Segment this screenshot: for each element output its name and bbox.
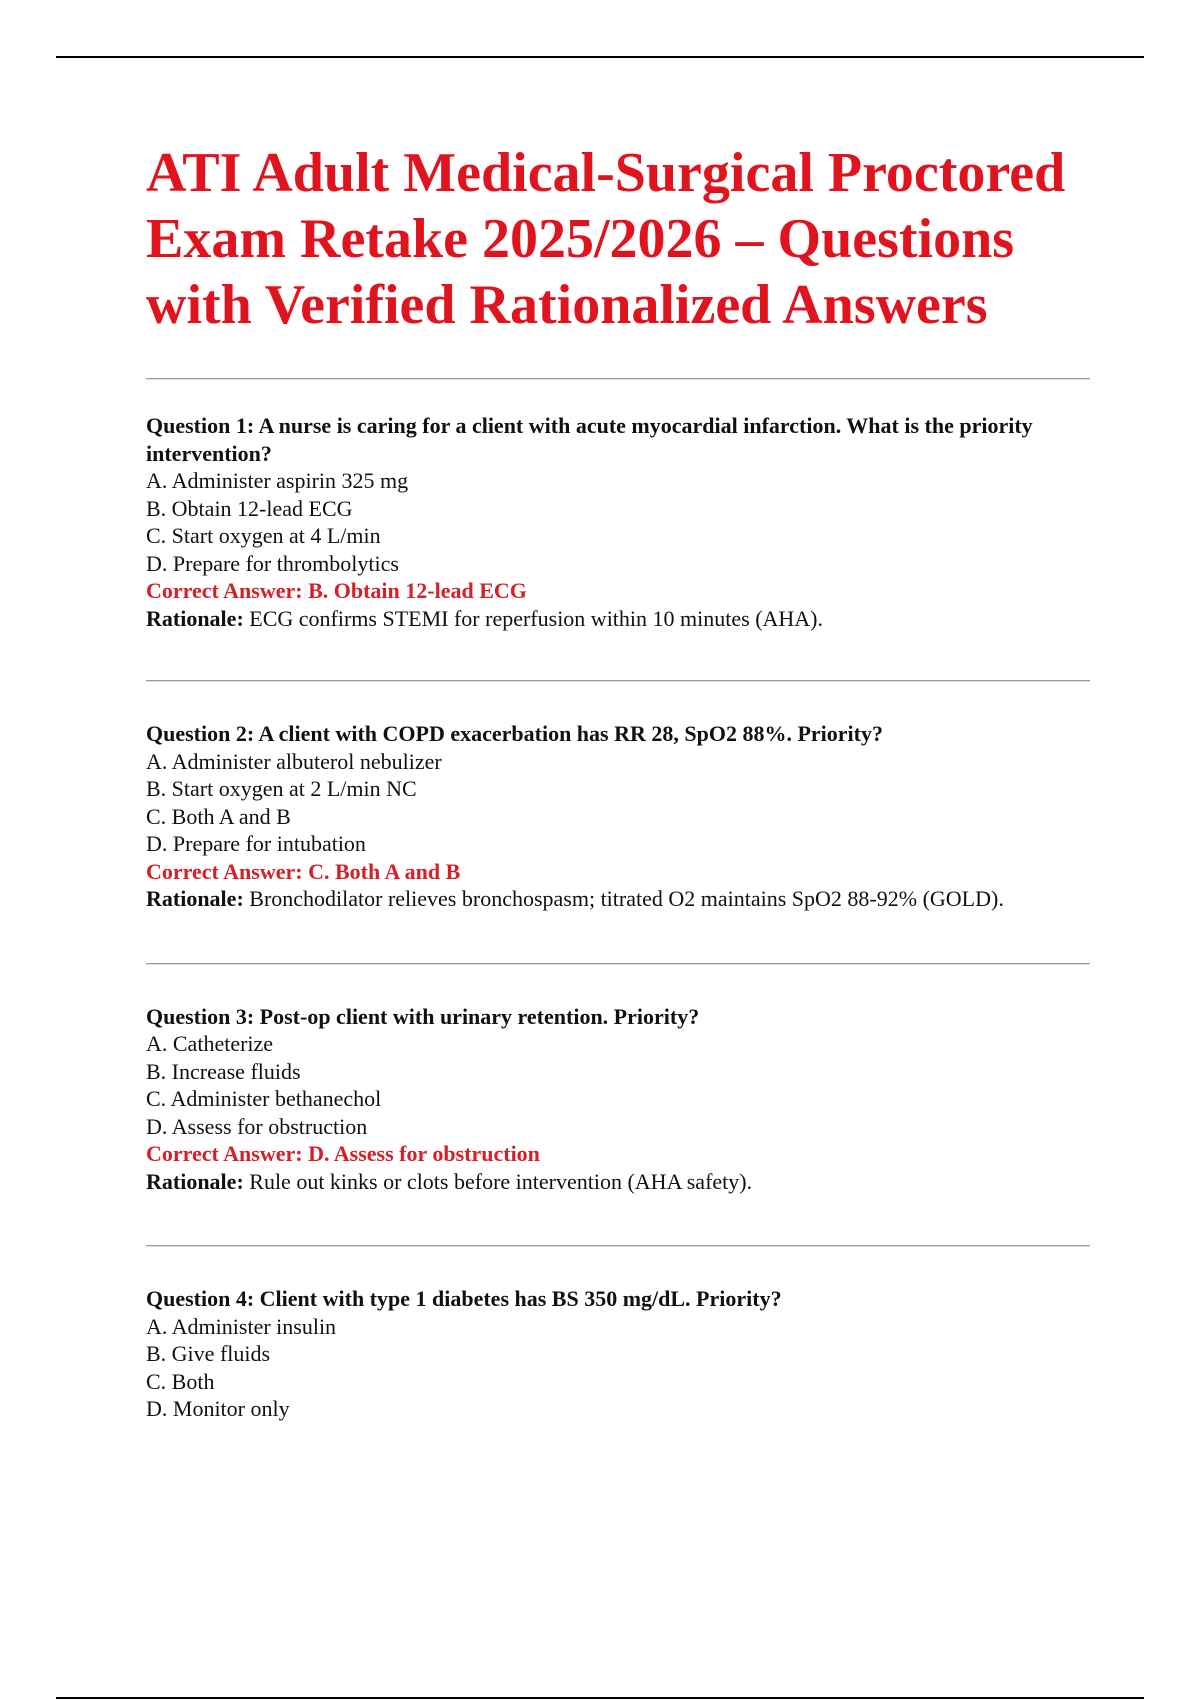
option-a: A. Administer albuterol nebulizer — [146, 748, 442, 774]
rationale-text: Bronchodilator relieves bronchospasm; titrated O2 maintains SpO2 88-92% (GOLD). — [249, 886, 1004, 911]
option-c: C. Start oxygen at 4 L/min — [146, 523, 381, 548]
option-d: D. Assess for obstruction — [146, 1113, 368, 1139]
option-b: B. Obtain 12-lead ECG — [146, 495, 353, 521]
option-d: D. Prepare for thrombolytics — [146, 550, 399, 576]
rationale-label: Rationale: — [146, 1168, 244, 1194]
question-4 — [146, 1247, 1090, 1473]
question-text: Question 1: A nurse is caring for a client with acute myocardial infarction. What is the priority intervention? — [146, 413, 1033, 466]
option-a: A. Administer insulin — [146, 1313, 337, 1339]
question-text: Question 3: Post-op client with urinary retention. Priority? — [146, 1003, 700, 1029]
rationale — [146, 605, 1090, 633]
document-body — [146, 140, 1090, 1473]
correct-answer: Correct Answer: B. Obtain 12-lead ECG — [146, 578, 527, 603]
option-b: B. Increase fluids — [146, 1058, 301, 1084]
rationale-label: Rationale: — [146, 605, 244, 631]
option-c: C. Both A and B — [146, 803, 291, 829]
option-d: D. Prepare for intubation — [146, 831, 366, 856]
option-c: C. Both — [146, 1368, 215, 1394]
question-text: Question 4: Client with type 1 diabetes has BS 350 mg/dL. Priority? — [146, 1286, 782, 1311]
correct-answer: Correct Answer: D. Assess for obstruction — [146, 1141, 540, 1166]
option-a: A. Catheterize — [146, 1031, 274, 1056]
option-c: C. Administer bethanechol — [146, 1086, 382, 1111]
option-b: B. Start oxygen at 2 L/min NC — [146, 776, 417, 801]
question-2 — [146, 682, 1090, 963]
option-d: D. Monitor only — [146, 1396, 290, 1421]
question-text: Question 2: A client with COPD exacerbation has RR 28, SpO2 88%. Priority? — [146, 721, 883, 746]
correct-answer: Correct Answer: C. Both A and B — [146, 858, 461, 884]
rationale-label: Rationale: — [146, 886, 244, 911]
question-3 — [146, 965, 1090, 1246]
question-1 — [146, 380, 1090, 680]
document-title: ATI Adult Medical-Surgical Proctored Exam Retake 2025/2026 – Questions with Verified Rationalized Answers — [146, 142, 1066, 336]
rationale-text: ECG confirms STEMI for reperfusion within 10 minutes (AHA). — [249, 605, 824, 631]
rationale — [146, 885, 1090, 913]
option-a: A. Administer aspirin 325 mg — [146, 468, 409, 493]
page-top-rule — [56, 56, 1144, 58]
rationale — [146, 1168, 1090, 1196]
option-b: B. Give fluids — [146, 1341, 271, 1366]
page-bottom-rule — [56, 1697, 1144, 1699]
rationale-text: Rule out kinks or clots before intervention (AHA safety). — [249, 1168, 753, 1194]
